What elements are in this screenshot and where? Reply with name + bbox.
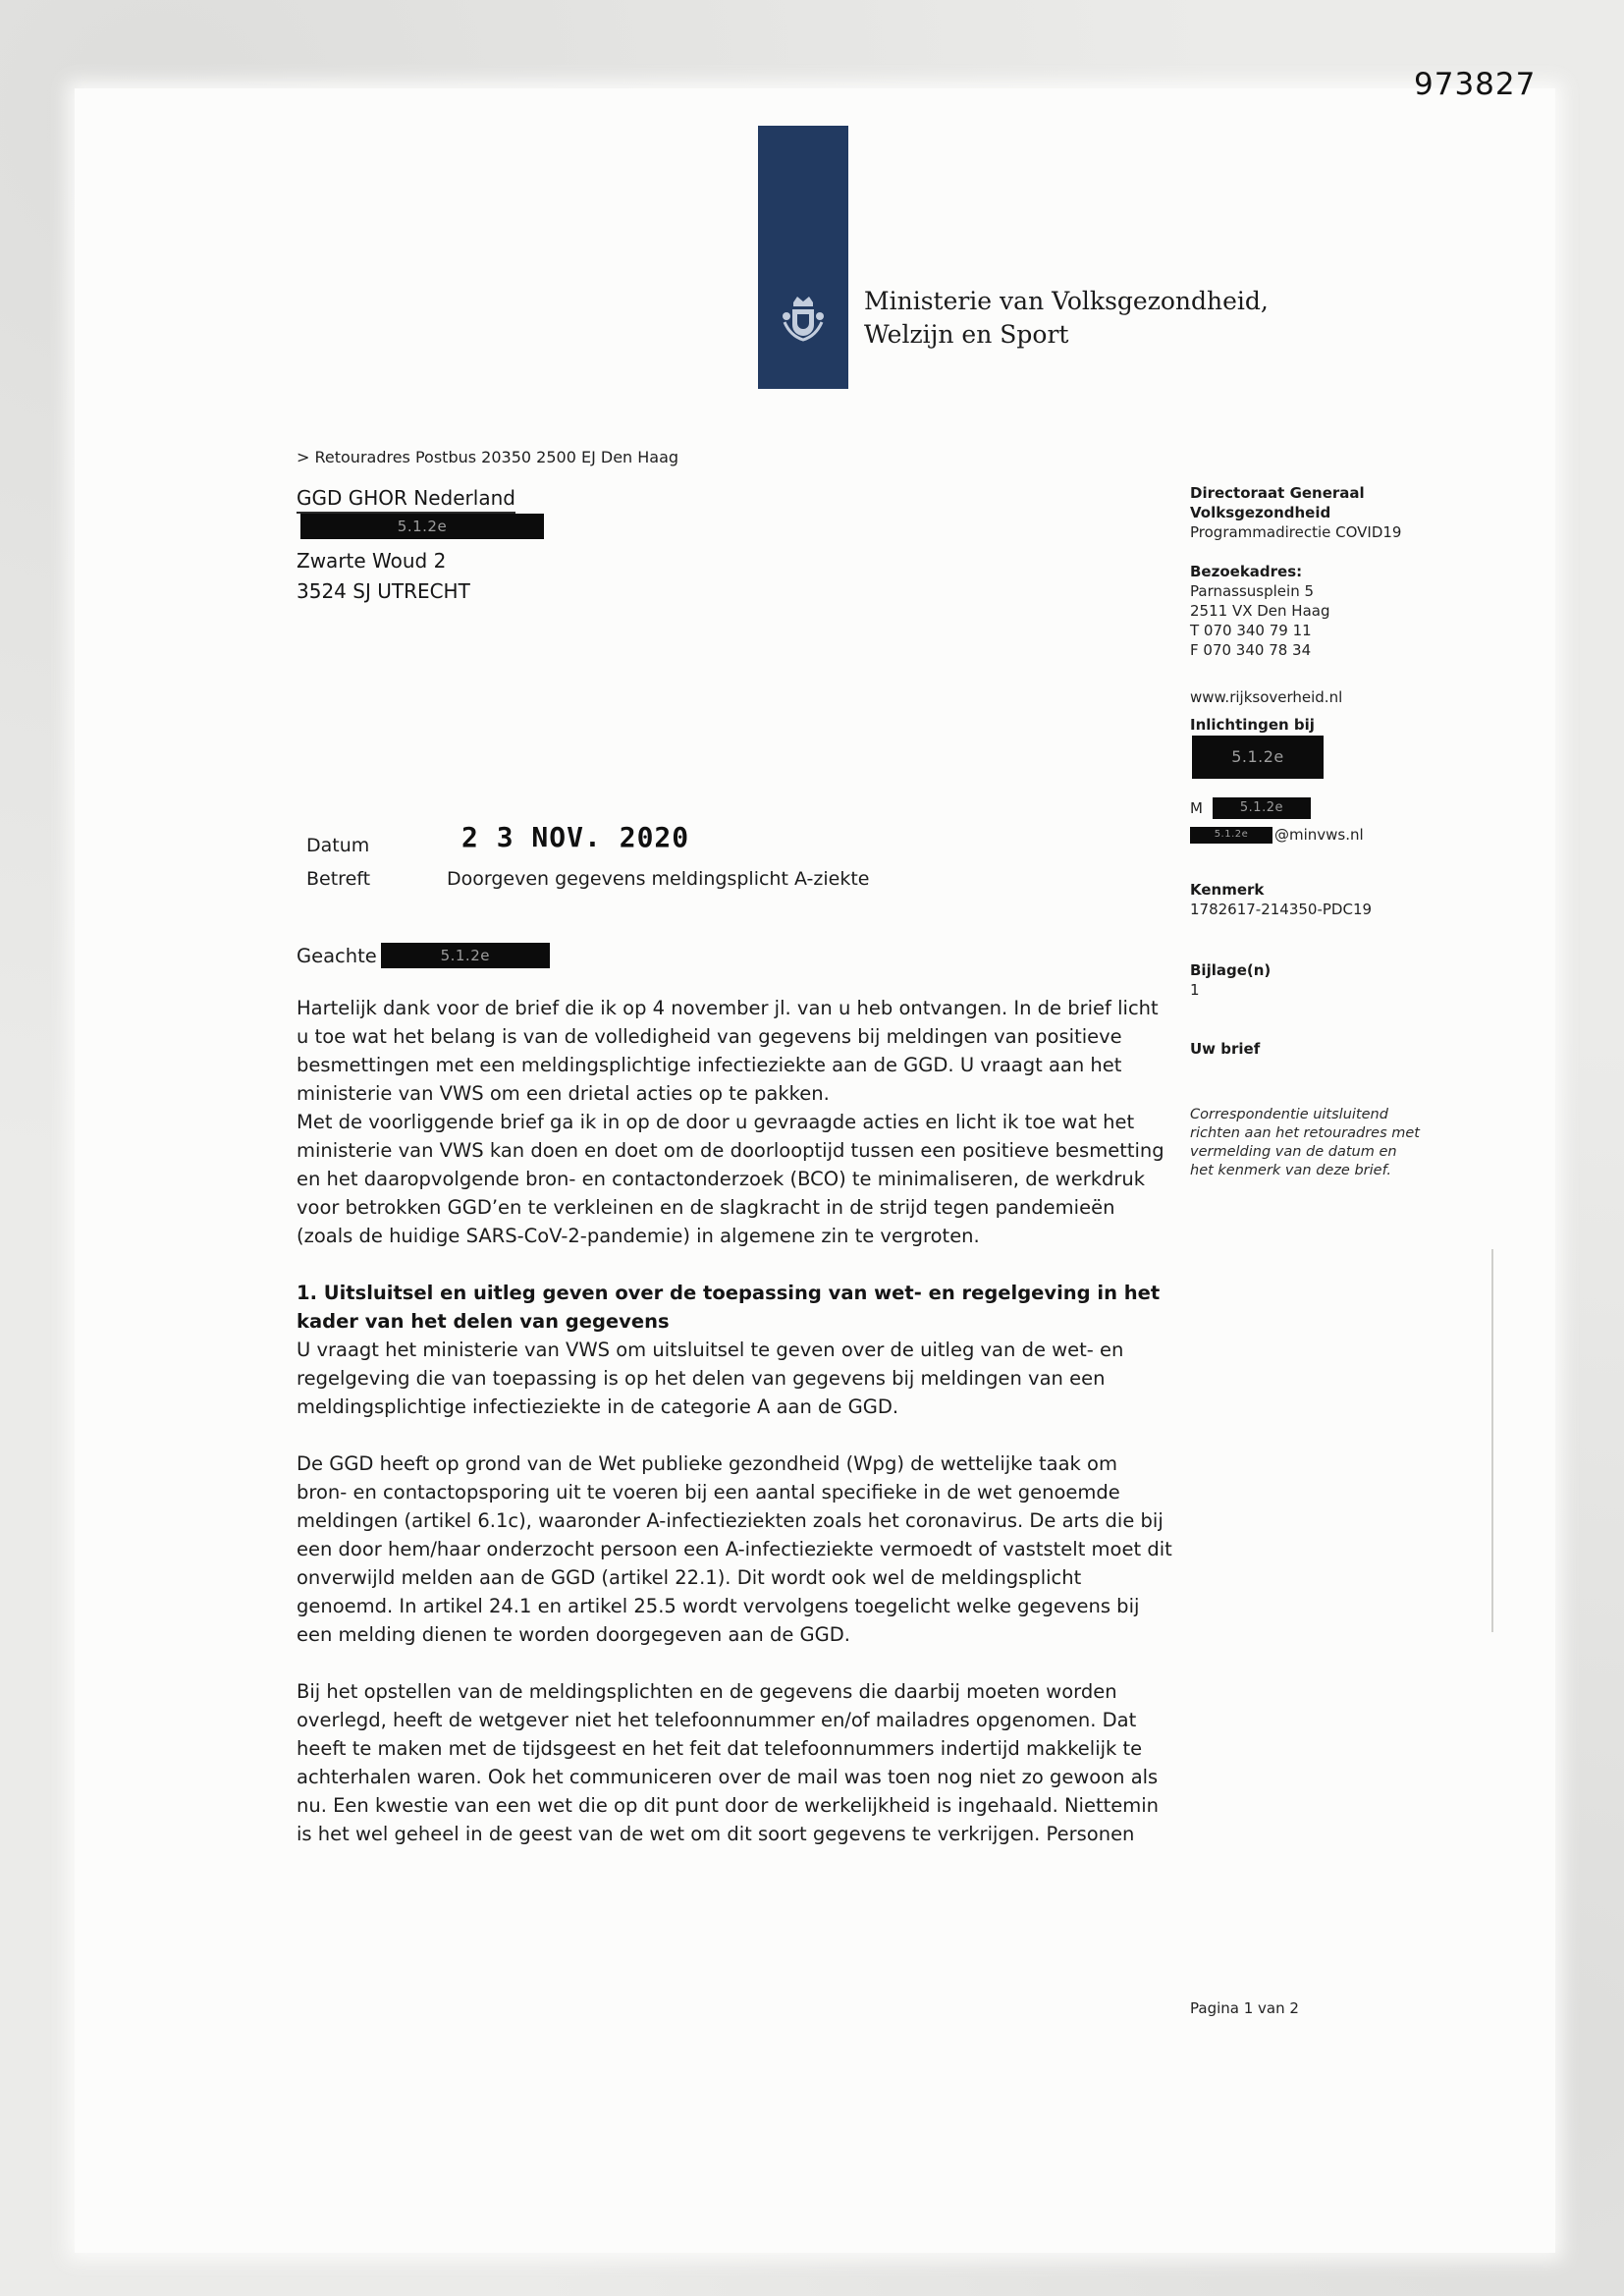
salutation-prefix: Geachte [297, 944, 377, 967]
paragraph-1: Hartelijk dank voor de brief die ik op 4 november jl. van u heb ontvangen. In de brief licht u toe wat het belang is van de volledigheid van gegevens bij meldingen van positieve besmettingen met een meldingsplichtige infectieziekte aan de GGD. U vraagt aan het ministerie van VWS om een drietal acties op te pakken. [297, 997, 1159, 1105]
recipient-street: Zwarte Woud 2 [297, 549, 447, 573]
rijksoverheid-crest-icon [781, 295, 826, 355]
correspondence-note: Correspondentie uitsluitend richten aan het retouradres met vermelding van de datum en het kenmerk van deze brief. [1190, 1107, 1420, 1178]
redaction-bar: 5.1.2e [381, 943, 550, 968]
betreft-value: Doorgeven gegevens meldingsplicht A-ziekte [447, 868, 870, 890]
kenmerk-block [1190, 880, 1424, 919]
datum-label: Datum [306, 835, 370, 856]
salutation [297, 943, 550, 968]
letter-body [297, 994, 1173, 1848]
rijksoverheid-ribbon [758, 126, 848, 389]
redaction-bar: 5.1.2e [1213, 797, 1311, 819]
email-row [1190, 825, 1424, 845]
visit-city: 2511 VX Den Haag [1190, 602, 1330, 620]
bijlage-value: 1 [1190, 981, 1200, 999]
email-domain: @minvws.nl [1274, 826, 1364, 844]
bezoekadres-label: Bezoekadres: [1190, 563, 1303, 580]
phone-f: F 070 340 78 34 [1190, 641, 1312, 659]
ministry-line-2: Welzijn en Sport [864, 320, 1069, 349]
uw-brief-label: Uw brief [1190, 1040, 1261, 1058]
directorate-line-1: Directoraat Generaal [1190, 484, 1365, 502]
betreft-label: Betreft [306, 868, 371, 890]
page-indicator: Pagina 1 van 2 [1190, 1999, 1299, 2017]
visit-street: Parnassusplein 5 [1190, 582, 1315, 600]
visiting-address-block [1190, 562, 1424, 660]
bijlage-label: Bijlage(n) [1190, 961, 1272, 979]
redaction-bar: 5.1.2e [300, 514, 544, 539]
return-address: > Retouradres Postbus 20350 2500 EJ Den Haag [297, 448, 679, 466]
m-label: M [1190, 799, 1203, 817]
mobile-row [1190, 797, 1424, 819]
ministry-name [864, 285, 1269, 352]
recipient-address [297, 546, 470, 607]
date-stamp: 2 3 NOV. 2020 [461, 821, 690, 853]
phone-t: T 070 340 79 11 [1190, 622, 1312, 639]
programme-directorate: Programmadirectie COVID19 [1190, 523, 1402, 541]
document-number: 973827 [1414, 67, 1537, 102]
paragraph-3: U vraagt het ministerie van VWS om uitsluitsel te geven over de uitleg van de wet- en regelgeving die van toepassing is op het delen van gegevens bij meldingen van een meldingsplichtige infectieziekte in de categorie A aan de GGD. [297, 1339, 1124, 1418]
paragraph-4: De GGD heeft op grond van de Wet publieke gezondheid (Wpg) de wettelijke taak om bron- en contactopsporing uit te voeren bij een aantal specifieke in de wet genoemde meldingen (artikel 6.1c), waaronder A-infectieziekten zoals het coronavirus. De arts die bij een door hem/haar onderzocht persoon een A-infectieziekte vermoedt of vaststelt moet dit onverwijld melden aan de GGD (artikel 22.1). Dit wordt ook wel de meldingsplicht genoemd. In artikel 24.1 en artikel 25.5 wordt vervolgens toegelicht welke gegevens bij een melding dienen te worden doorgegeven aan de GGD. [297, 1452, 1172, 1646]
scan-fold-line [1491, 1249, 1493, 1632]
inlichtingen-label: Inlichtingen bij [1190, 716, 1315, 734]
website: www.rijksoverheid.nl [1190, 688, 1343, 706]
paragraph-5: Bij het opstellen van de meldingsplichten en de gegevens die daarbij moeten worden overlegd, heeft de wetgever niet het telefoonnummer en/of mailadres opgenomen. Dat heeft te maken met de tijdsgeest en het feit dat telefoonnummers indertijd makkelijk te achterhalen waren. Ook het communiceren over de mail was toen nog niet zo gewoon als nu. Een kwestie van een wet die op dit punt door de werkelijkheid is ingehaald. Niettemin is het wel geheel in de geest van de wet om dit soort gegevens te verkrijgen. Personen [297, 1680, 1160, 1845]
kenmerk-value: 1782617-214350-PDC19 [1190, 901, 1373, 918]
bijlage-block [1190, 960, 1424, 1000]
directorate-line-2: Volksgezondheid [1190, 504, 1331, 521]
redaction-bar: 5.1.2e [1190, 827, 1272, 844]
recipient-city: 3524 SJ UTRECHT [297, 579, 470, 603]
redaction-bar: 5.1.2e [1192, 736, 1324, 779]
paragraph-2: Met de voorliggende brief ga ik in op de door u gevraagde acties en licht ik toe wat het ministerie van VWS kan doen en doet om de doorlooptijd tussen een positieve besmetting en het daaropvolgende bron- en contactonderzoek (BCO) te minimaliseren, de werkdruk voor betrokken GGD’en te verkleinen en de slagkracht in de strijd tegen pandemieën (zoals de huidige SARS-CoV-2-pandemie) in algemene zin te vergroten. [297, 1111, 1164, 1247]
directorate-block [1190, 483, 1424, 542]
recipient-name: GGD GHOR Nederland [297, 486, 515, 514]
ministry-line-1: Ministerie van Volksgezondheid, [864, 287, 1269, 315]
section-heading-1: 1. Uitsluitsel en uitleg geven over de toepassing van wet- en regelgeving in het kader van het delen van gegevens [297, 1282, 1161, 1333]
kenmerk-label: Kenmerk [1190, 881, 1265, 899]
